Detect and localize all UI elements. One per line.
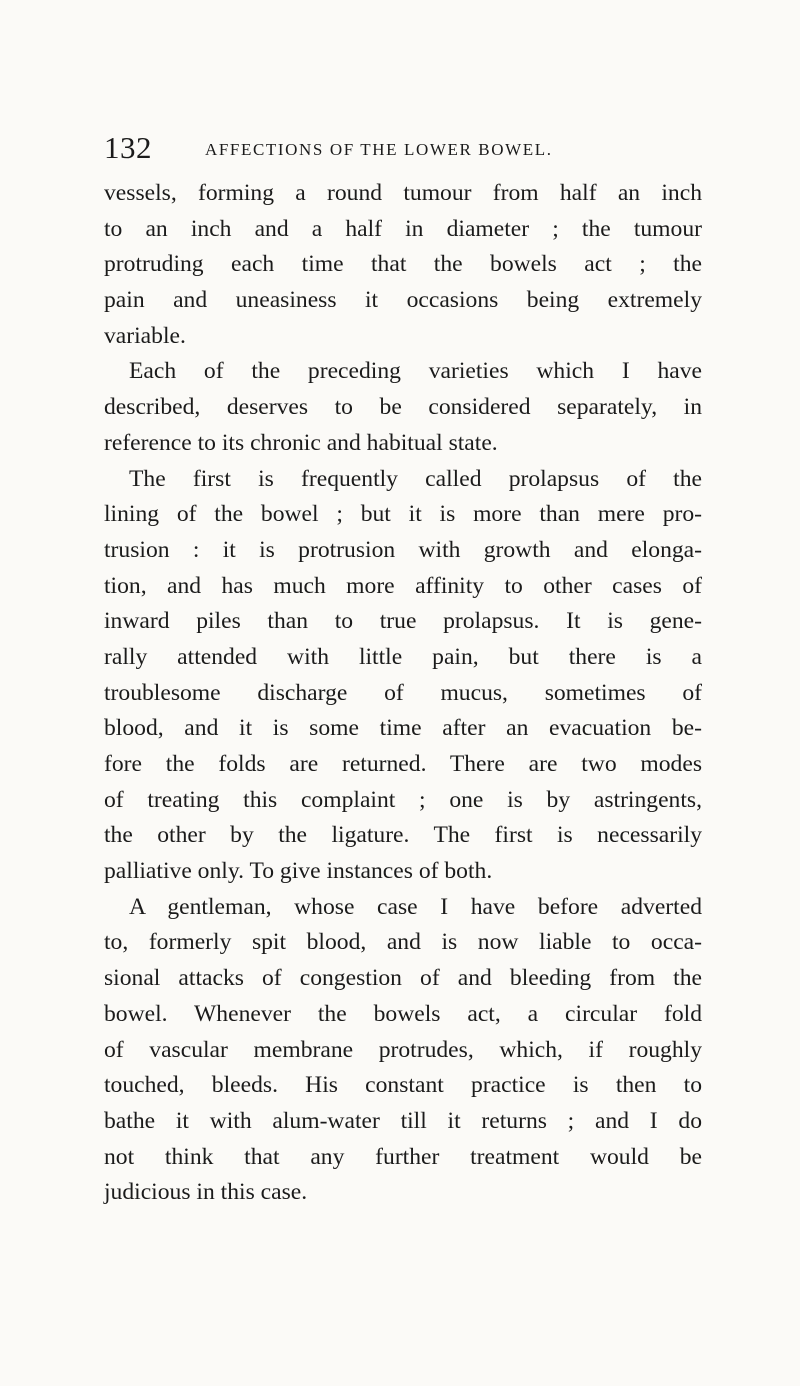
text-line: not think that any further treatment would be — [104, 1143, 702, 1170]
text-line: vessels, forming a round tumour from half an inch — [104, 180, 702, 206]
text-line: Each of the preceding varieties which I have — [129, 358, 702, 385]
page-number: 132 — [104, 130, 152, 165]
text-line: to, formerly spit blood, and is now liable to occa- — [104, 929, 702, 956]
text-line: reference to its chronic and habitual state. — [104, 429, 498, 456]
text-line: inward piles than to true prolapsus. It is gene- — [104, 608, 702, 635]
text-line: judicious in this case. — [104, 1179, 308, 1206]
text-line: tion, and has much more affinity to other cases of — [104, 572, 702, 599]
page-header — [104, 128, 704, 168]
text-line: rally attended with little pain, but there is a — [104, 643, 702, 670]
text-line: trusion : it is protrusion with growth and elonga- — [104, 536, 702, 563]
text-line: variable. — [104, 322, 186, 349]
text-line: pain and uneasiness it occasions being extremely — [104, 287, 702, 314]
text-line: bowel. Whenever the bowels act, a circular fold — [104, 1000, 702, 1027]
text-line: fore the folds are returned. There are two modes — [104, 751, 702, 777]
text-line: of vascular membrane protrudes, which, if roughly — [104, 1036, 702, 1063]
text-line: The first is frequently called prolapsus of the — [129, 465, 702, 492]
text-line: described, deserves to be considered separately, in — [104, 394, 702, 421]
text-line: lining of the bowel ; but it is more than mere pro- — [104, 501, 702, 528]
text-line: of treating this complaint ; one is by astringents, — [104, 786, 702, 813]
body-text — [104, 176, 702, 1211]
text-line: touched, bleeds. His constant practice is then to — [104, 1072, 702, 1099]
text-line: troublesome discharge of mucus, sometimes of — [104, 679, 702, 706]
running-head: AFFECTIONS OF THE LOWER BOWEL. — [205, 140, 553, 159]
text-line: A gentleman, whose case I have before adverted — [129, 893, 702, 920]
text-line: palliative only. To give instances of both. — [104, 858, 493, 885]
text-line: sional attacks of congestion of and bleeding from the — [104, 965, 702, 992]
text-line: protruding each time that the bowels act ; the — [104, 251, 702, 278]
text-line: to an inch and a half in diameter ; the tumour — [104, 215, 702, 242]
text-line: bathe it with alum-water till it returns ; and I do — [104, 1107, 702, 1134]
text-line: blood, and it is some time after an evacuation be- — [104, 715, 702, 742]
text-line: the other by the ligature. The first is necessarily — [104, 822, 702, 849]
